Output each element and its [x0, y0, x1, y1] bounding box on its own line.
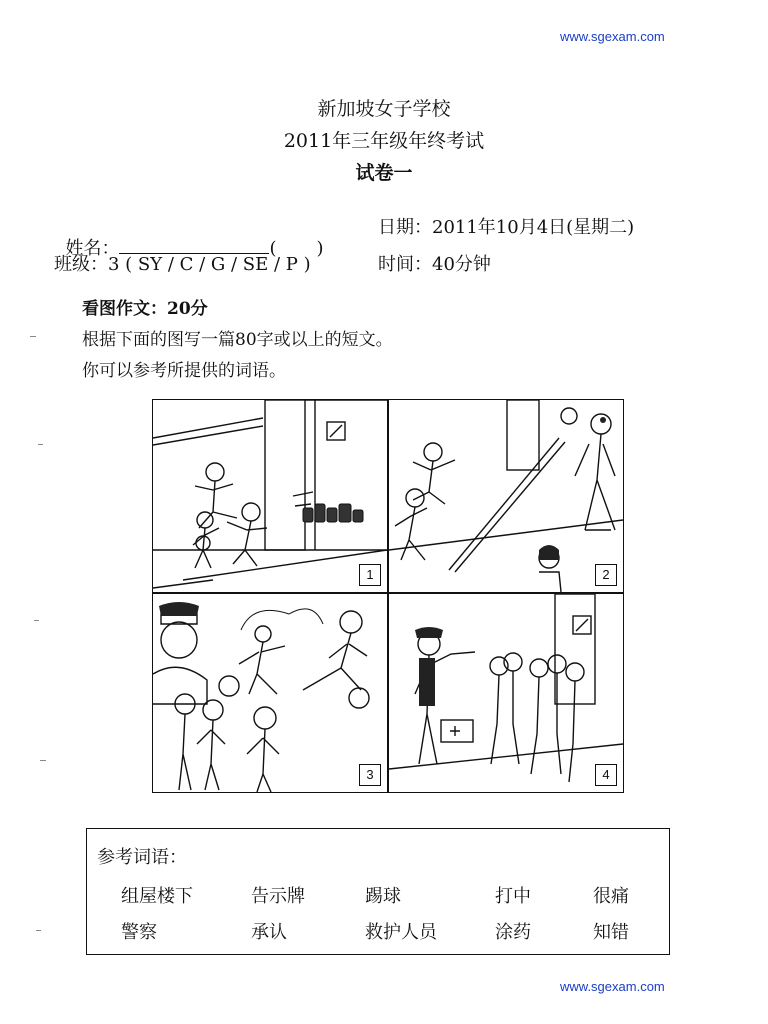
panel-number: 1 [359, 564, 381, 586]
vocabulary-title: 参考词语： [97, 847, 187, 868]
class-index-paren: ( ) [269, 238, 324, 259]
name-label: 姓名： [65, 238, 120, 259]
task-instruction-2: 你可以参考所提供的词语。 [82, 361, 286, 381]
website-link-top[interactable]: www.sgexam.com [560, 29, 665, 44]
vocab-word: 救护人员 [365, 922, 437, 943]
vocab-word: 踢球 [365, 886, 401, 907]
class-field: 班级：3 ( SY / C / G / SE / P ) [54, 254, 311, 275]
picture-panel-2 [388, 399, 624, 593]
illustration-ball-hits-old-lady [389, 400, 623, 592]
vocab-word: 涂药 [495, 922, 531, 943]
vocab-word: 告示牌 [251, 886, 305, 907]
vocabulary-box [86, 828, 670, 955]
exam-date: 日期：2011年10月4日(星期二) [378, 217, 635, 238]
exam-title: 2011年三年级年终考试 [283, 130, 485, 152]
panel-number: 2 [595, 564, 617, 586]
school-name: 新加坡女子学校 [317, 98, 451, 120]
vocab-word: 知错 [593, 922, 629, 943]
website-link-bottom[interactable]: www.sgexam.com [560, 979, 665, 994]
vocab-word: 组屋楼下 [121, 886, 193, 907]
vocab-word: 打中 [495, 886, 531, 907]
task-title: 看图作文：20分 [82, 299, 208, 319]
vocab-word: 很痛 [593, 886, 629, 907]
exam-time: 时间：40分钟 [378, 254, 491, 275]
picture-panel-3 [152, 593, 388, 793]
vocab-word: 警察 [121, 922, 157, 943]
picture-panel-4 [388, 593, 624, 793]
illustration-police-with-children [389, 594, 623, 792]
paper-title: 试卷一 [355, 162, 413, 184]
vocab-word: 承认 [251, 922, 287, 943]
illustration-kids-playing-ball [153, 400, 387, 592]
task-instruction-1: 根据下面的图写一篇80字或以上的短文。 [82, 330, 393, 350]
panel-number: 3 [359, 764, 381, 786]
panel-number: 4 [595, 764, 617, 786]
illustration-policeman-and-injured-lady [153, 594, 387, 792]
picture-panel-1 [152, 399, 388, 593]
